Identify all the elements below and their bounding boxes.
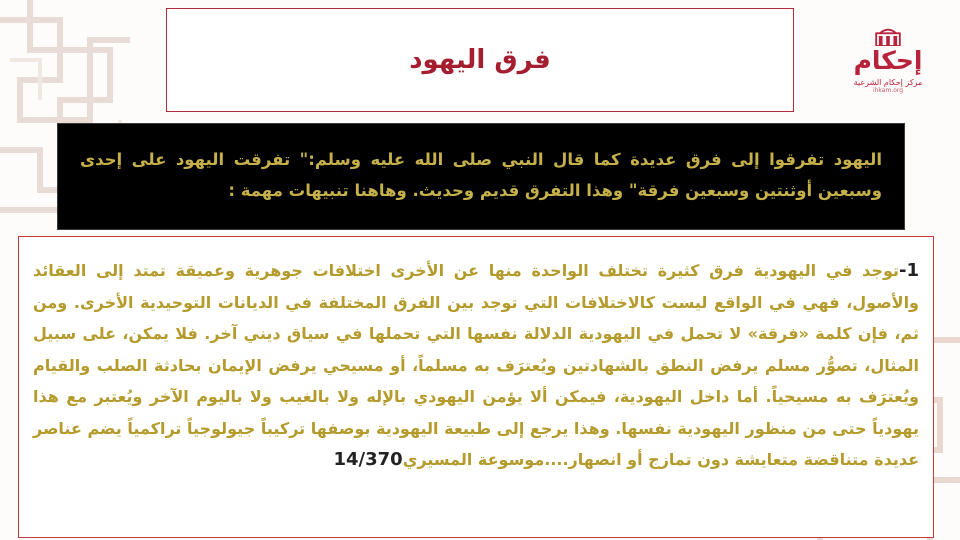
reference-number: 14/370 (333, 449, 403, 470)
body-paragraph (33, 255, 919, 476)
body-text: توجد في اليهودية فرق كثيرة تختلف الواحدة منها عن الأخرى اختلافات جوهرية وعميقة تمتد إلى العقائد والأصول، فهي في الواقع ليست كالاختلافات التي توجد بين الفرق المختلفة في الديانات التوحيدية الأخرى. ومن ثم، فإن كلمة «فرقة» لا تحمل في اليهودية الدلالة نفسها التي تحملها في سياق ديني آخر. فلا يمكن، على سبيل المثال، تصوُّر مسلم يرفض النطق بالشهادتين ويُعترَف به مسلماً، أو مسيحي يرفض الإيمان بحادثة الصلب والقيام ويُعترَف به مسيحياً. أما داخل اليهودية، فيمكن ألا يؤمن اليهودي بالإله ولا بالغيب ولا باليوم الآخر ويُعتبر مع هذا يهودياً حتى من منظور اليهودية نفسها. وهذا يرجع إلى طبيعة اليهودية بوصفها تركيباً جيولوجياً تراكمياً يضم عناصر عديدة متناقضة متعايشة دون تمازج أو انصهار....موسوعة المسيري (33, 261, 919, 469)
point-number: 1- (898, 260, 919, 281)
intro-box (57, 123, 905, 230)
logo-tagline: ihkam.org (872, 87, 904, 94)
slide-title: فرق اليهود (409, 45, 551, 75)
logo-mosque-icon (873, 26, 903, 46)
title-box (166, 8, 794, 112)
logo-name: إحكام (853, 46, 923, 75)
intro-text: اليهود تفرقوا إلى فرق عديدة كما قال النبي صلى الله عليه وسلم:" تفرقت اليهود على إحدى وسبعين أوثنتين وسبعين فرقة" وهذا التفرق قديم وحديث. وهاهنا تنبيهات مهمة : (80, 150, 882, 200)
logo-subtitle: مركز إحكام الشرعية (853, 78, 923, 87)
body-box (18, 236, 934, 538)
logo (836, 26, 940, 94)
